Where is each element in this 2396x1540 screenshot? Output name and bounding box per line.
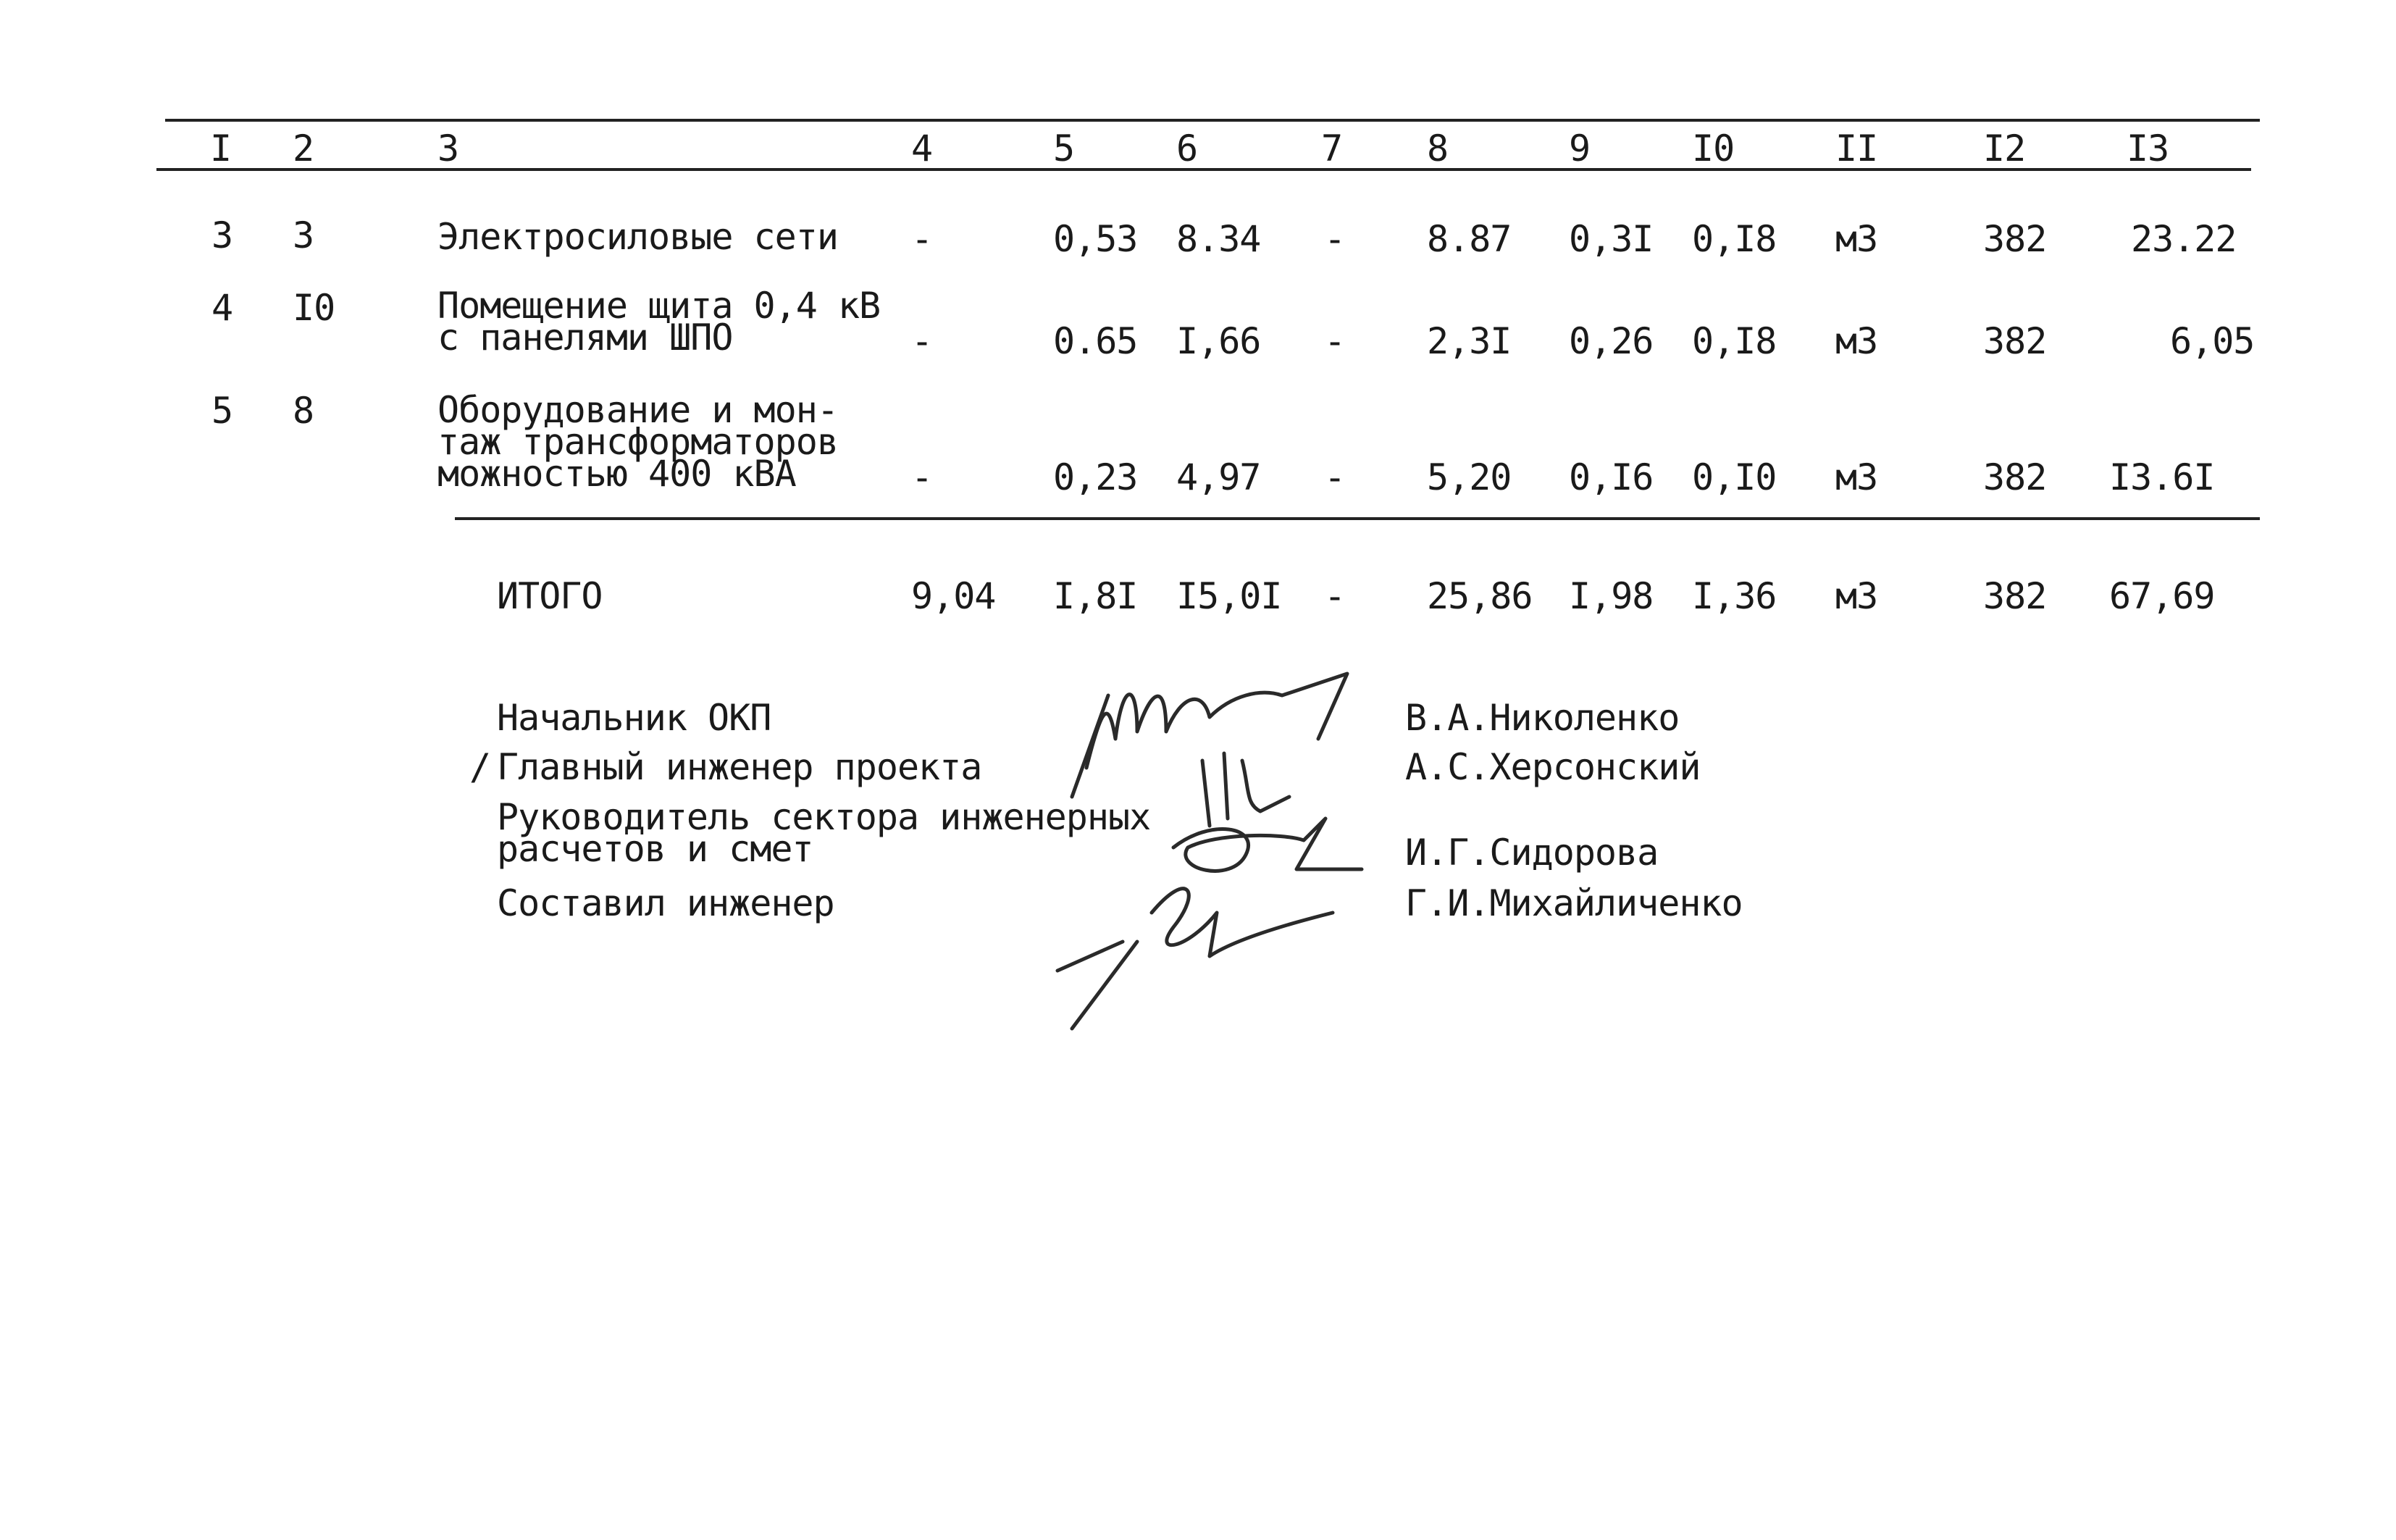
description-line: Электросиловые сети <box>437 216 838 258</box>
signatory-name: А.С.Херсонский <box>1405 746 1701 788</box>
cell-col-5: 0,23 <box>1053 456 1138 498</box>
cell-col-8: 2,3I <box>1427 320 1512 362</box>
margin-slash: / <box>469 746 492 788</box>
row-description <box>437 285 881 359</box>
col-header-1: I <box>210 127 232 170</box>
description-line: можностью 400 кВА <box>437 453 796 495</box>
cell-col-9: 0,I6 <box>1569 456 1654 498</box>
cell-col-11: м3 <box>1835 456 1878 498</box>
col-header-4: 4 <box>911 127 933 170</box>
col-header-6: 6 <box>1176 127 1198 170</box>
cell-col-9: 0,3I <box>1569 218 1654 260</box>
cell-col-4: - <box>911 456 933 498</box>
signatory-title: расчетов и смет <box>497 828 813 870</box>
total-col-11: м3 <box>1835 575 1878 617</box>
total-col-12: 382 <box>1983 575 2047 617</box>
signature-stroke-6 <box>1057 942 1137 1029</box>
cell-col-10: 0,I8 <box>1692 218 1777 260</box>
signatory-title: Руководитель сектора инженерных <box>497 796 1151 838</box>
cell-col-5: 0.65 <box>1053 320 1138 362</box>
row-number: 5 <box>211 390 233 432</box>
cell-col-6: I,66 <box>1176 320 1261 362</box>
total-col-8: 25,86 <box>1427 575 1533 617</box>
cell-col-4: - <box>911 320 933 362</box>
cell-col-10: 0,I0 <box>1692 456 1777 498</box>
signature-stroke-2 <box>1072 695 1108 797</box>
cell-col-7: - <box>1324 320 1346 362</box>
total-rule <box>455 517 2260 520</box>
cell-col-11: м3 <box>1835 320 1878 362</box>
total-col-13: 67,69 <box>2109 575 2215 617</box>
row-description <box>437 216 838 258</box>
cell-col-12: 382 <box>1983 456 2047 498</box>
signature-stroke-5 <box>1152 889 1333 956</box>
col-header-13: I3 <box>2127 127 2169 170</box>
col-header-9: 9 <box>1569 127 1591 170</box>
row-number: 3 <box>211 214 233 256</box>
cell-col-7: - <box>1324 218 1346 260</box>
total-col-4: 9,04 <box>911 575 996 617</box>
row-ref: I0 <box>293 287 335 329</box>
total-col-5: I,8I <box>1053 575 1138 617</box>
signatory-title: Главный инженер проекта <box>497 746 982 788</box>
total-col-10: I,36 <box>1692 575 1777 617</box>
col-header-7: 7 <box>1321 127 1343 170</box>
cell-col-13: 6,05 <box>2170 320 2255 362</box>
cell-col-10: 0,I8 <box>1692 320 1777 362</box>
description-line: Помещение щита 0,4 кВ <box>437 285 881 327</box>
table-header-rule <box>156 168 2251 171</box>
cell-col-13: I3.6I <box>2109 456 2215 498</box>
signatory-name: Г.И.Михайличенко <box>1405 882 1743 924</box>
total-col-9: I,98 <box>1569 575 1654 617</box>
cell-col-12: 382 <box>1983 218 2047 260</box>
description-line: Оборудование и мон- <box>437 389 838 431</box>
row-number: 4 <box>211 287 233 329</box>
col-header-10: I0 <box>1692 127 1735 170</box>
signature-stroke-3 <box>1202 753 1289 826</box>
signature-stroke-1 <box>1086 674 1347 768</box>
col-header-2: 2 <box>293 127 314 170</box>
col-header-3: 3 <box>437 127 459 170</box>
cell-col-6: 8.34 <box>1176 218 1261 260</box>
cell-col-5: 0,53 <box>1053 218 1138 260</box>
row-description <box>437 389 838 495</box>
cell-col-9: 0,26 <box>1569 320 1654 362</box>
col-header-5: 5 <box>1053 127 1075 170</box>
cell-col-12: 382 <box>1983 320 2047 362</box>
total-label: ИТОГО <box>497 575 603 617</box>
signatory-title: Составил инженер <box>497 882 834 924</box>
table-top-rule <box>165 119 2260 122</box>
cell-col-11: м3 <box>1835 218 1878 260</box>
col-header-12: I2 <box>1983 127 2026 170</box>
signature-stroke-4 <box>1173 819 1362 871</box>
cell-col-8: 5,20 <box>1427 456 1512 498</box>
cell-col-7: - <box>1324 456 1346 498</box>
description-line: с панелями ШПО <box>437 317 733 359</box>
description-line: таж трансформаторов <box>437 421 838 463</box>
total-col-7: - <box>1324 575 1346 617</box>
handwritten-signatures <box>1043 652 1391 1043</box>
cell-col-4: - <box>911 218 933 260</box>
col-header-8: 8 <box>1427 127 1449 170</box>
cell-col-13: 23.22 <box>2131 218 2237 260</box>
cell-col-6: 4,97 <box>1176 456 1261 498</box>
row-ref: 3 <box>293 214 314 256</box>
signatory-name: В.А.Николенко <box>1405 697 1680 739</box>
row-ref: 8 <box>293 390 314 432</box>
cell-col-8: 8.87 <box>1427 218 1512 260</box>
signatory-title: Начальник ОКП <box>497 697 771 739</box>
total-col-6: I5,0I <box>1176 575 1282 617</box>
signatory-name: И.Г.Сидорова <box>1405 832 1659 874</box>
col-header-11: II <box>1835 127 1878 170</box>
